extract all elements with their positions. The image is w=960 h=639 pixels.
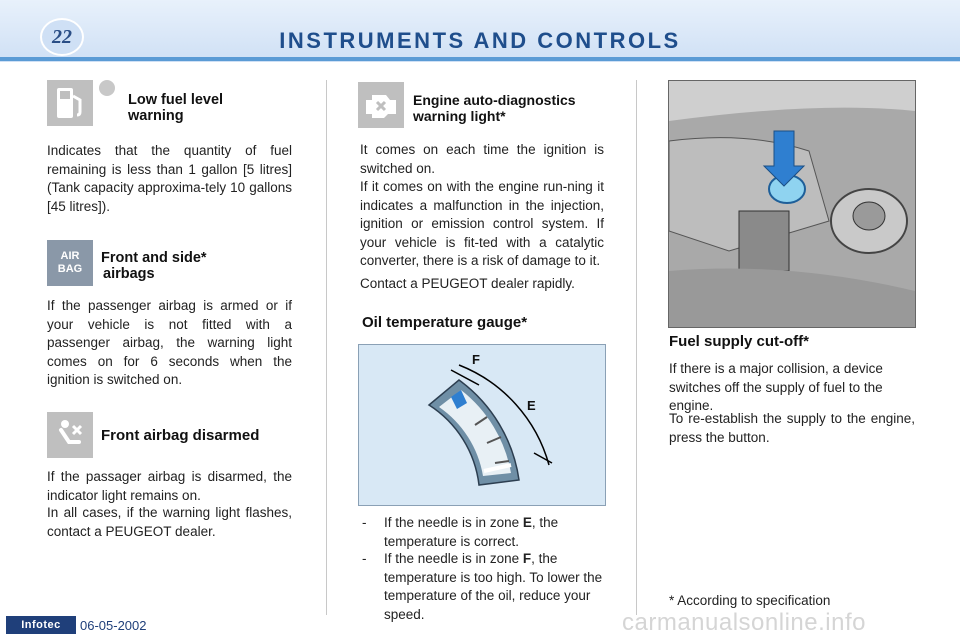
gauge-label-e: E bbox=[527, 398, 536, 413]
column-divider-2 bbox=[636, 80, 637, 615]
column-divider-1 bbox=[326, 80, 327, 615]
airbags-title: Front and side* airbags bbox=[101, 250, 207, 282]
diagnostics-text-1: It comes on each time the ignition is switched on. bbox=[360, 142, 604, 176]
fuel-cutoff-title: Fuel supply cut-off* bbox=[669, 333, 809, 350]
airbag-off-icon bbox=[47, 412, 93, 458]
gauge-label-f: F bbox=[472, 352, 480, 367]
engine-icon bbox=[358, 82, 404, 128]
fuel-cutoff-text-1: If there is a major collision, a device switches off the supply of fuel to the engine. bbox=[669, 361, 883, 413]
diagnostics-text-3: Contact a PEUGEOT dealer rapidly. bbox=[360, 276, 575, 291]
oil-gauge-illustration bbox=[358, 344, 606, 506]
fuel-pump-icon bbox=[47, 80, 93, 126]
fuel-cutoff-text-2: To re-establish the supply to the engine, press the button. bbox=[669, 411, 915, 445]
engine-bay-photo bbox=[668, 80, 916, 328]
diagnostics-text-2: If it comes on with the engine run-ning it indicates a malfunction in the injection, ignition or emission control system. If your vehicle is fit-ted with a catalytic converter, there is a risk of damage to it. bbox=[360, 179, 604, 268]
airbag-disarmed-title: Front airbag disarmed bbox=[101, 427, 260, 444]
oil-bullet-f: - If the needle is in zone F, the temperature is too high. To lower the temperature of the oil, reduce your speed. bbox=[362, 551, 603, 622]
infotec-logo: Infotec bbox=[6, 616, 76, 634]
page-title: INSTRUMENTS AND CONTROLS bbox=[279, 28, 681, 53]
airbags-text: If the passenger airbag is armed or if your vehicle is not fitted with a passenger airbag, the warning light comes on for 6 seconds when the ignition is switched on. bbox=[47, 298, 292, 387]
page-number: 22 bbox=[40, 18, 84, 56]
oil-bullet-e: - If the needle is in zone E, the temperature is correct. bbox=[362, 515, 559, 549]
airbag-disarmed-text-2: In all cases, if the warning light flashes, contact a PEUGEOT dealer. bbox=[47, 505, 292, 539]
watermark: carmanualsonline.info bbox=[622, 609, 866, 636]
low-fuel-text: Indicates that the quantity of fuel remaining is less than 1 gallon [5 litres] (Tank capacity approxima-tely 10 gallons [45 litres]). bbox=[47, 143, 292, 214]
oil-gauge-title: Oil temperature gauge* bbox=[362, 314, 528, 331]
header-rule bbox=[0, 57, 960, 61]
low-fuel-title: Low fuel level warning bbox=[128, 92, 224, 124]
diagnostics-title: Engine auto-diagnostics warning light* bbox=[413, 92, 576, 124]
airbag-icon: AIR BAG bbox=[47, 240, 93, 286]
footnote: * According to specification bbox=[669, 593, 831, 608]
footer-date: 06-05-2002 bbox=[80, 618, 147, 633]
warning-light-dot-icon bbox=[99, 80, 115, 96]
airbag-disarmed-text-1: If the passager airbag is disarmed, the indicator light remains on. bbox=[47, 469, 292, 503]
